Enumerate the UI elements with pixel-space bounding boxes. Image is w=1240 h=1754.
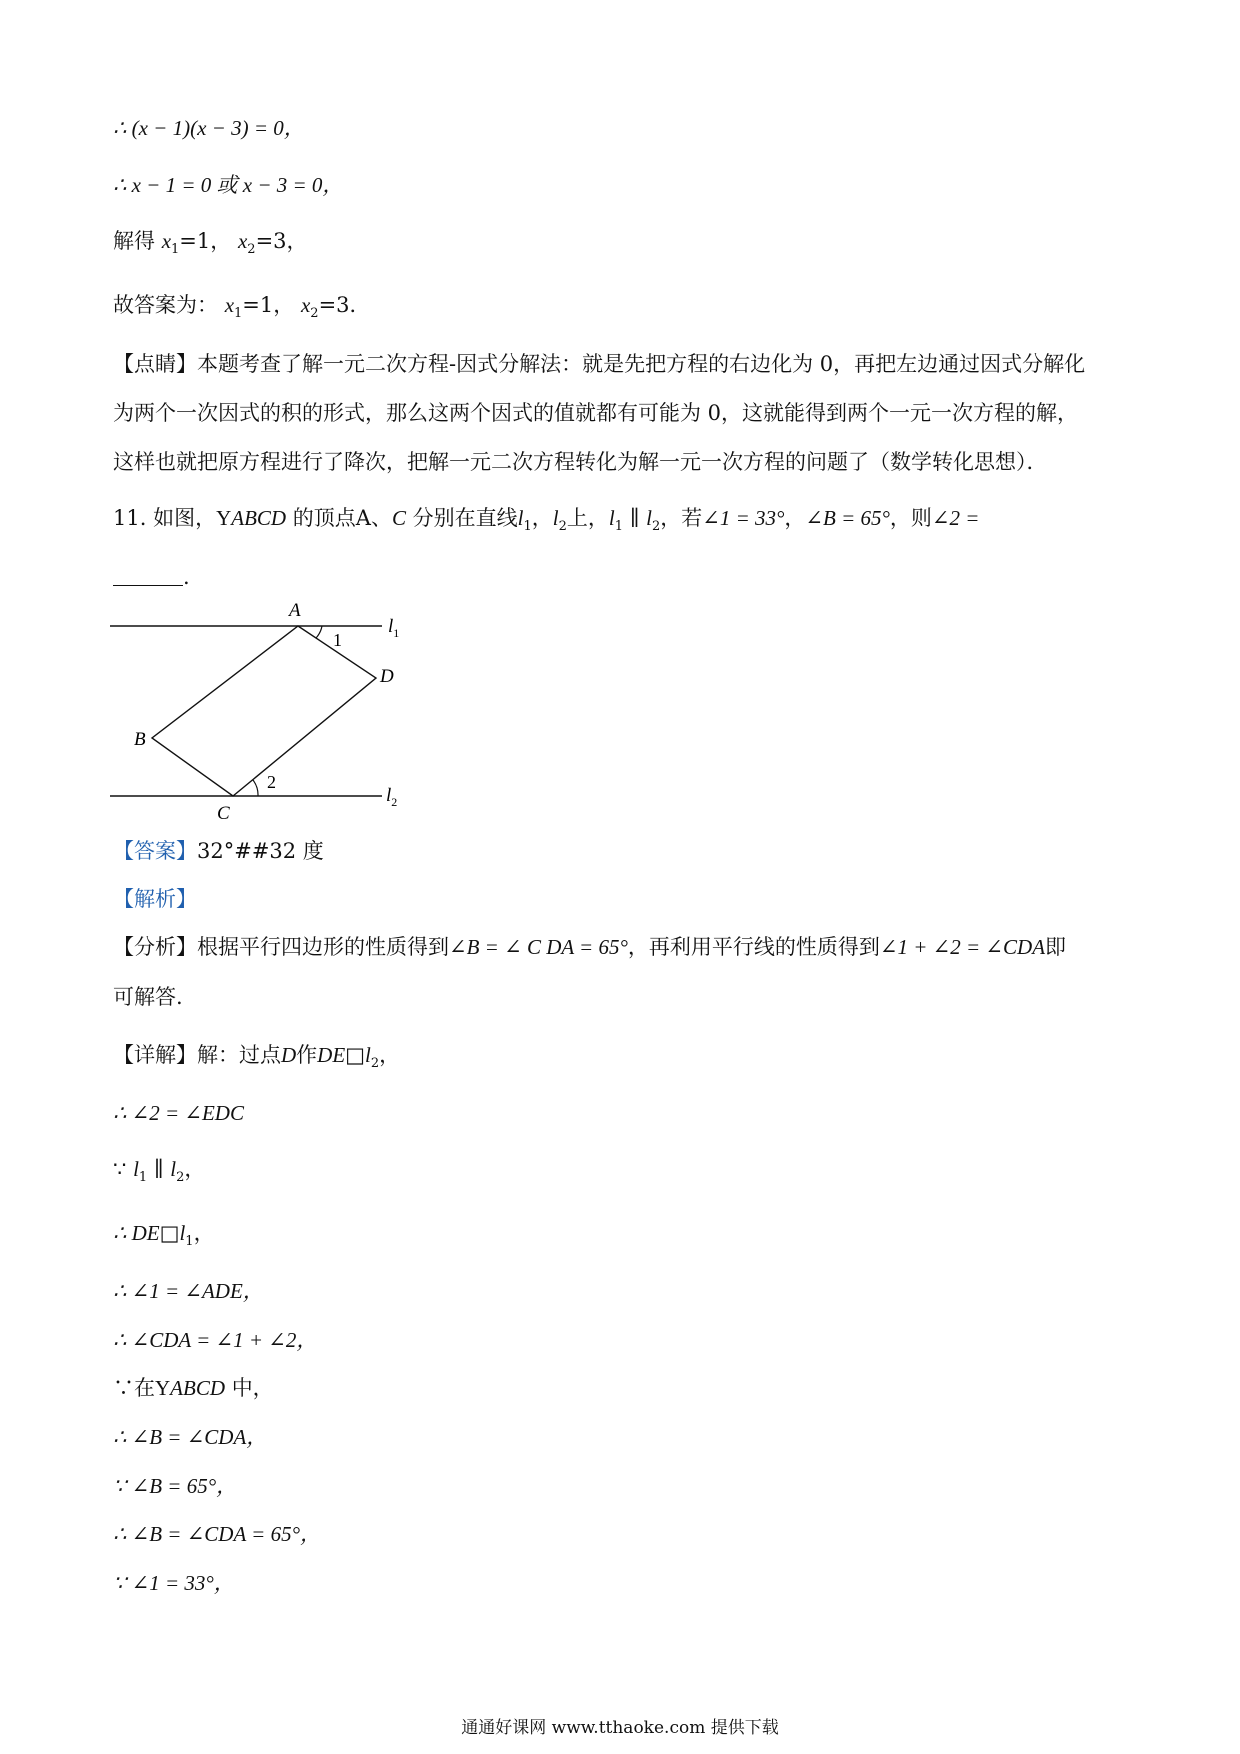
parallelogram-abcd	[152, 626, 376, 796]
step-2: ∵ $l_1$ ∥ $l_2$，	[113, 1157, 206, 1185]
label-l2: $l_2$	[386, 785, 398, 809]
answer-line	[113, 836, 324, 866]
angle-2-arc	[253, 780, 258, 796]
step-5: ∴ ∠CDA = ∠1 + ∠2，	[113, 1328, 318, 1352]
label-angle-1: 1	[333, 630, 342, 650]
dianjing-line-2: 为两个一次因式的积的形式，那么这两个因式的值就都有可能为 0，这就能得到两个一元一次方程的解，	[113, 401, 1079, 425]
label-l1: $l_1$	[388, 616, 400, 640]
xiangjie-line: 【详解】解：过点D作$DE□l_2$，	[113, 1043, 401, 1071]
page-footer: 通通好课网 www.tthaoke.com 提供下载	[461, 1718, 779, 1738]
label-d: D	[380, 666, 394, 687]
label-b: B	[134, 729, 146, 750]
fenxi-line-2: 可解答.	[113, 985, 183, 1009]
angle-1-arc	[316, 626, 322, 638]
step-10: ∵ ∠1 = 33°，	[113, 1571, 235, 1595]
dianjing-tag: 【点睛】	[113, 352, 197, 376]
label-a: A	[289, 600, 301, 621]
step-factored: ∴ (x − 1)(x − 3) = 0，	[113, 116, 305, 140]
step-zero-factors: ∴ x − 1 = 0 或 x − 3 = 0，	[113, 173, 344, 197]
label-angle-2: 2	[267, 772, 276, 792]
step-6: ∵在YABCD 中，	[113, 1376, 274, 1400]
question-11: 11. 如图，YABCD 的顶点A、C 分别在直线$l_1$，$l_2$上，$l_1$ ∥ $l_2$，若∠1 = 33°，∠B = 65°，则∠2 =	[113, 506, 980, 534]
label-c: C	[217, 803, 230, 823]
dianjing-line-3: 这样也就把原方程进行了降次，把解一元二次方程转化为解一元一次方程的问题了（数学转化思想）．	[113, 450, 1048, 474]
step-roots: 解得 $x_1=1$， $x_2=3$，	[113, 229, 308, 257]
answer-value: 32°##32 度	[197, 839, 324, 863]
step-1: ∴ ∠2 = ∠EDC	[113, 1101, 244, 1125]
dianjing-line-1: 【点睛】本题考查了解一元二次方程-因式分解法：就是先把方程的右边化为 0，再把左边通过因式分解化	[113, 352, 1086, 376]
parallelogram-figure	[100, 598, 420, 823]
step-3: ∴ $DE□l_1$，	[113, 1221, 215, 1249]
analysis-heading: 【解析】	[113, 887, 197, 911]
step-7: ∴ ∠B = ∠CDA，	[113, 1425, 268, 1449]
step-8: ∵ ∠B = 65°，	[113, 1474, 238, 1498]
fenxi-tag: 【分析】	[113, 935, 197, 959]
xiangjie-tag: 【详解】	[113, 1043, 197, 1067]
fenxi-line-1: 【分析】根据平行四边形的性质得到∠B = ∠ C DA = 65°，再利用平行线的性质得到∠1 + ∠2 = ∠CDA即	[113, 935, 1067, 959]
step-4: ∴ ∠1 = ∠ADE，	[113, 1279, 264, 1303]
answer-blank	[113, 565, 183, 586]
answer-blank-line: .	[113, 562, 190, 592]
answer-tag: 【答案】	[113, 839, 197, 863]
step-9: ∴ ∠B = ∠CDA = 65°，	[113, 1522, 321, 1546]
final-answer-line: 故答案为： $x_1=1$， $x_2=3$．	[113, 293, 371, 321]
